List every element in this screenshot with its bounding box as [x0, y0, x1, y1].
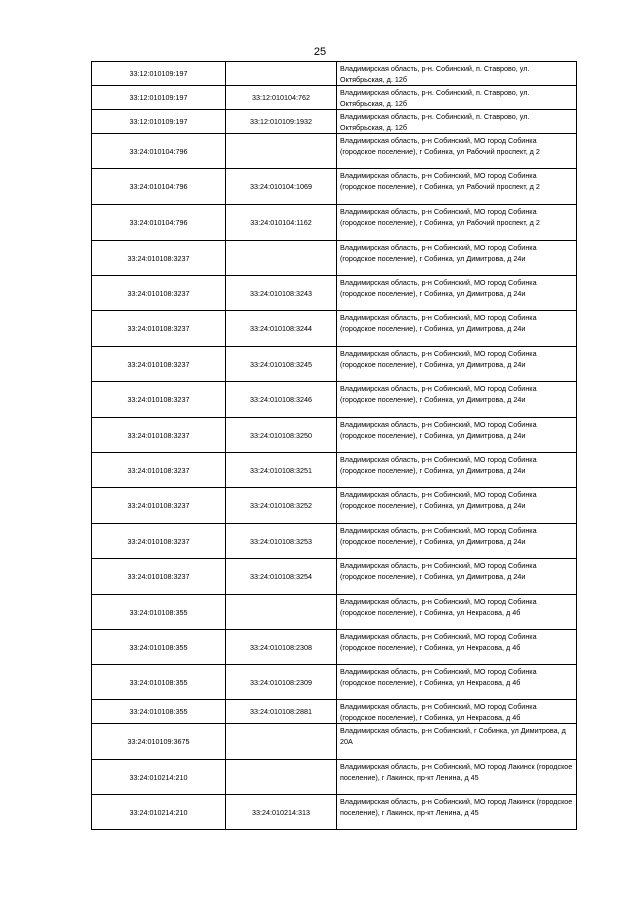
child-cadastral-number: 33:24:010108:3252 — [226, 488, 337, 524]
parent-cadastral-number: 33:24:010214:210 — [92, 795, 226, 830]
address-cell: Владимирская область, р-н. Собинский, п. Ставрово, ул. Октябрьская, д. 12б — [337, 86, 577, 110]
child-cadastral-number: 33:24:010108:3250 — [226, 418, 337, 453]
parent-cadastral-number: 33:24:010104:796 — [92, 134, 226, 169]
table-body — [92, 62, 577, 830]
address-cell: Владимирская область, р-н Собинский, МО город Собинка (городское поселение), г Собинка, ул Димитрова, д 24и — [337, 524, 577, 559]
child-cadastral-number: 33:24:010108:2881 — [226, 700, 337, 724]
table-row — [92, 169, 577, 205]
parent-cadastral-number: 33:24:010108:355 — [92, 700, 226, 724]
parent-cadastral-number: 33:24:010108:3237 — [92, 311, 226, 347]
table-row — [92, 347, 577, 382]
parent-cadastral-number: 33:24:010108:3237 — [92, 559, 226, 595]
parent-cadastral-number: 33:12:010109:197 — [92, 62, 226, 86]
child-cadastral-number: 33:24:010108:2308 — [226, 630, 337, 665]
table-row — [92, 665, 577, 700]
address-cell: Владимирская область, р-н Собинский, МО город Лакинск (городское поселение), г Лакинск, пр-кт Ленина, д 45 — [337, 760, 577, 795]
address-cell: Владимирская область, р-н. Собинский, п. Ставрово, ул. Октябрьская, д. 12б — [337, 62, 577, 86]
child-cadastral-number — [226, 241, 337, 276]
parent-cadastral-number: 33:24:010108:3237 — [92, 488, 226, 524]
table-row — [92, 488, 577, 524]
table-row — [92, 205, 577, 241]
address-cell: Владимирская область, р-н Собинский, МО город Лакинск (городское поселение), г Лакинск, пр-кт Ленина, д 45 — [337, 795, 577, 830]
table-row — [92, 595, 577, 630]
child-cadastral-number — [226, 595, 337, 630]
address-cell: Владимирская область, р-н Собинский, МО город Собинка (городское поселение), г Собинка, ул Некрасова, д 4б — [337, 700, 577, 724]
child-cadastral-number: 33:24:010104:1162 — [226, 205, 337, 241]
parent-cadastral-number: 33:12:010109:197 — [92, 86, 226, 110]
cadastral-table — [91, 61, 577, 830]
parent-cadastral-number: 33:24:010104:796 — [92, 205, 226, 241]
address-cell: Владимирская область, р-н Собинский, МО город Собинка (городское поселение), г Собинка, ул Димитрова, д 24и — [337, 453, 577, 488]
child-cadastral-number — [226, 62, 337, 86]
parent-cadastral-number: 33:24:010214:210 — [92, 760, 226, 795]
child-cadastral-number — [226, 134, 337, 169]
table-row — [92, 311, 577, 347]
table-row — [92, 110, 577, 134]
table-row — [92, 62, 577, 86]
address-cell: Владимирская область, р-н Собинский, МО город Собинка (городское поселение), г Собинка, ул Димитрова, д 24и — [337, 418, 577, 453]
address-cell: Владимирская область, р-н Собинский, МО город Собинка (городское поселение), г Собинка, ул Рабочий проспект, д 2 — [337, 169, 577, 205]
table-row — [92, 86, 577, 110]
address-cell: Владимирская область, р-н. Собинский, п. Ставрово, ул. Октябрьская, д. 12б — [337, 110, 577, 134]
page-number: 25 — [313, 46, 327, 58]
address-cell: Владимирская область, р-н Собинский, г Собинка, ул Димитрова, д 20А — [337, 724, 577, 760]
table-row — [92, 760, 577, 795]
table-row — [92, 700, 577, 724]
parent-cadastral-number: 33:24:010108:3237 — [92, 418, 226, 453]
address-cell: Владимирская область, р-н Собинский, МО город Собинка (городское поселение), г Собинка, ул Некрасова, д 4б — [337, 595, 577, 630]
parent-cadastral-number: 33:24:010108:355 — [92, 595, 226, 630]
parent-cadastral-number: 33:24:010108:3237 — [92, 382, 226, 418]
parent-cadastral-number: 33:24:010108:3237 — [92, 241, 226, 276]
parent-cadastral-number: 33:24:010108:3237 — [92, 347, 226, 382]
child-cadastral-number: 33:24:010108:3246 — [226, 382, 337, 418]
table-row — [92, 134, 577, 169]
address-cell: Владимирская область, р-н Собинский, МО город Собинка (городское поселение), г Собинка, ул Димитрова, д 24и — [337, 276, 577, 311]
address-cell: Владимирская область, р-н Собинский, МО город Собинка (городское поселение), г Собинка, ул Димитрова, д 24и — [337, 488, 577, 524]
table-row — [92, 382, 577, 418]
parent-cadastral-number: 33:24:010108:355 — [92, 665, 226, 700]
address-cell: Владимирская область, р-н Собинский, МО город Собинка (городское поселение), г Собинка, ул Рабочий проспект, д 2 — [337, 134, 577, 169]
child-cadastral-number: 33:12:010104:762 — [226, 86, 337, 110]
child-cadastral-number: 33:24:010104:1069 — [226, 169, 337, 205]
parent-cadastral-number: 33:24:010104:796 — [92, 169, 226, 205]
child-cadastral-number: 33:24:010108:3244 — [226, 311, 337, 347]
parent-cadastral-number: 33:24:010108:3237 — [92, 524, 226, 559]
table-row — [92, 630, 577, 665]
address-cell: Владимирская область, р-н Собинский, МО город Собинка (городское поселение), г Собинка, ул Димитрова, д 24и — [337, 311, 577, 347]
parent-cadastral-number: 33:24:010108:3237 — [92, 276, 226, 311]
parent-cadastral-number: 33:12:010109:197 — [92, 110, 226, 134]
parent-cadastral-number: 33:24:010108:3237 — [92, 453, 226, 488]
address-cell: Владимирская область, р-н Собинский, МО город Собинка (городское поселение), г Собинка, ул Димитрова, д 24и — [337, 382, 577, 418]
address-cell: Владимирская область, р-н Собинский, МО город Собинка (городское поселение), г Собинка, ул Некрасова, д 4б — [337, 665, 577, 700]
parent-cadastral-number: 33:24:010109:3675 — [92, 724, 226, 760]
child-cadastral-number: 33:24:010108:3243 — [226, 276, 337, 311]
address-cell: Владимирская область, р-н Собинский, МО город Собинка (городское поселение), г Собинка, ул Димитрова, д 24и — [337, 559, 577, 595]
table-row — [92, 724, 577, 760]
child-cadastral-number: 33:12:010109:1932 — [226, 110, 337, 134]
table-row — [92, 559, 577, 595]
child-cadastral-number: 33:24:010214:313 — [226, 795, 337, 830]
child-cadastral-number: 33:24:010108:3254 — [226, 559, 337, 595]
table-row — [92, 241, 577, 276]
table-row — [92, 418, 577, 453]
table-row — [92, 795, 577, 830]
child-cadastral-number: 33:24:010108:2309 — [226, 665, 337, 700]
address-cell: Владимирская область, р-н Собинский, МО город Собинка (городское поселение), г Собинка, ул Димитрова, д 24и — [337, 347, 577, 382]
child-cadastral-number: 33:24:010108:3245 — [226, 347, 337, 382]
address-cell: Владимирская область, р-н Собинский, МО город Собинка (городское поселение), г Собинка, ул Некрасова, д 4б — [337, 630, 577, 665]
address-cell: Владимирская область, р-н Собинский, МО город Собинка (городское поселение), г Собинка, ул Рабочий проспект, д 2 — [337, 205, 577, 241]
table-row — [92, 276, 577, 311]
address-cell: Владимирская область, р-н Собинский, МО город Собинка (городское поселение), г Собинка, ул Димитрова, д 24и — [337, 241, 577, 276]
parent-cadastral-number: 33:24:010108:355 — [92, 630, 226, 665]
table-row — [92, 524, 577, 559]
child-cadastral-number — [226, 760, 337, 795]
child-cadastral-number — [226, 724, 337, 760]
child-cadastral-number: 33:24:010108:3251 — [226, 453, 337, 488]
child-cadastral-number: 33:24:010108:3253 — [226, 524, 337, 559]
table-row — [92, 453, 577, 488]
